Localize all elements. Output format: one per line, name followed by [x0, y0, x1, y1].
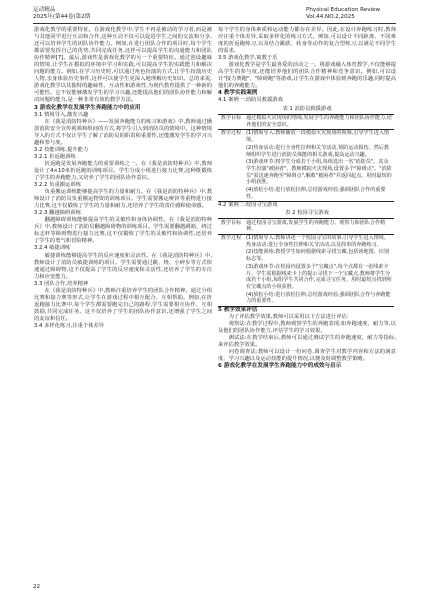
table-row [218, 234, 394, 249]
subsubsection-heading: 3.2.3 翻越障碍训练 [34, 210, 81, 217]
subsection-heading: 3.4 多样化练习,注重个体差异 [34, 322, 105, 329]
table-row-label: 教学目标 [218, 114, 244, 129]
table-row-label [218, 263, 244, 291]
header-divider [33, 23, 396, 24]
table-row-label: 教学过程 [218, 129, 244, 144]
table-row-label: 教学过程 [218, 234, 244, 249]
header-left [33, 7, 90, 21]
table-row [218, 129, 394, 144]
paragraph: 观察法:在教学过程中,教师观察学生的奔跑表现,如奔跑速度、耐力等,以及他们的团队协作能力,评估学生的学习效果。 [218, 320, 396, 334]
paragraph: 测试法:在教学结束后,教师可以通过测试学生的奔跑速度、耐力等指标,来评估教学效果。 [218, 334, 396, 348]
table-cell: 通过校园寻宝游戏,发展学生的奔跑能力、观察力和团队合作精神。 [244, 219, 394, 234]
paragraph: 负重搬运训练能够提高学生的力量和耐力。在《我是消防特种兵》中,教师设计了消防员负重搬运物资的训练项目。学生需要搬运哑铃等重物进行接力比赛,这不仅锻炼了学生的力量和耐力,还培养了学生的责任感和使命感。 [34, 189, 212, 210]
table-row-label [218, 159, 244, 187]
table-cell: (1)情境导入:教师讲述一个校园寻宝的故事,引导学生进入情境。 热身活动:进行全身性拉伸和关节活动,以及简单的奔跑练习。 [244, 234, 394, 249]
table-row-label [218, 144, 244, 158]
table-row [218, 187, 394, 202]
table-row [218, 291, 394, 306]
subsection-heading: 4.2 案例二:校园寻宝游戏 [218, 202, 278, 208]
table-cell: (3)游戏环节:将学生分成若干小组,每组选出一名"消防员"。其余学生扮演"被困者"。教师模拟火灾现场,设置多个"障碍点"。"消防员"需迅速奔跑至"障碍点",解救"被困者"并返回起点。用时最短的小组获胜。 [246, 159, 392, 186]
table-cell: (4)放松小结:进行放松拉伸,总结游戏经验,强调团队合作的重要性。 [244, 187, 394, 202]
subsubsection-heading: 3.2.2 负重搬运训练 [34, 182, 81, 189]
table-row-label: 教学目标 [218, 219, 244, 234]
table-row [218, 249, 394, 263]
section-heading: 4 教学实践案例 [218, 90, 258, 97]
table-firefighter-game [218, 114, 394, 202]
table-row [218, 114, 394, 129]
subsubsection-heading: 3.2.1 折返跑训练 [34, 153, 76, 160]
table-caption: 表 2 校园寻宝游戏 [285, 210, 329, 217]
table-cell: (2)热身活动:进行全身性拉伸和关节活动,预防运动损伤。然后教师组织学生进行消防员体能的相关游戏,提高运动兴趣。 [246, 144, 389, 158]
table-cell: (3)游戏环节:在校园内设置多个"宝藏点",每个点都有一张线索卡片。学生需根据线索卡上的提示寻找下一个宝藏点,教师将学生分成若干小组,每组学生共同合作,完成寻宝任务。用时最短且找到所有宝藏点的小组获胜。 [246, 263, 392, 290]
paragraph: 敏捷训练能够提高学生的反应速度和灵活性。在《我是消防特种兵》中,教师设计了消防员敏捷训练的项目。学生需要通过跳、绕、小碎步等方式快速通过障碍物,这不仅提高了学生的反应速度和灵活性,还培养了学生的专注力和应变能力。 [34, 252, 212, 280]
paragraph: 每个学生的身体素质和运动能力都存在差异。因此,在设计奔跑练习时,教师应注重个体差异,采取多样化的练习方式。例如,可以设计不同距离、不同难度的折返跑练习,以及结合跳跃、转身等动作的复合型练习,以满足不同学生的需求。 [218, 27, 396, 55]
subsection-heading: 3.3 团队合作,培养精神 [34, 280, 89, 287]
right-column [218, 27, 396, 370]
issue-info-en: Vol.44,NO.2,2025 [306, 14, 355, 21]
table-cell: (4)放松小结:进行放松拉伸,总结游戏经验,强调团队合作与奔跑能力的重要性。 [244, 291, 394, 306]
subsection-heading: 3.2 技能训练,提升能力 [34, 146, 89, 153]
table-cell: (2)技能训练:教授学生如何根据线索寻找宝藏,包括读地图、识别标志等。 [246, 249, 389, 263]
journal-title-cn: 运动精品 [33, 7, 56, 13]
table-row [218, 219, 394, 234]
paragraph: 为了评估教学效果,教师可以采用以下方法进行评估: [228, 313, 349, 320]
table-row [218, 263, 394, 291]
paragraph: 翻越障碍训练能够提高学生的灵敏性和身体协调性。在《我是消防特种兵》中,教师设计了消防员翻越障碍物的训练项目。学生需要翻越跳箱、绕过标志杆等障碍物进行接力比赛,这不仅锻炼了学生的灵敏性和协调性,还培养了学生的勇气和冒险精神。 [34, 217, 212, 245]
header-right [306, 7, 380, 21]
paragraph: 游戏化教学是学生最喜爱的活动之一。将游戏融入体育教学,不仅能够提高学生的参与度,还能培养他们的团队合作精神和竞争意识。例如,可以设计"接力赛跑"、"障碍跑"等游戏,让学生在游戏中体验到奔跑的乐趣,同时提高他们的奔跑能力。 [218, 62, 396, 90]
subsubsection-heading: 3.2.4 敏捷训练 [34, 245, 71, 252]
subsection-heading: 4.1 案例一:消防员救援游戏 [218, 97, 283, 104]
issue-info-cn: 2025年(第44卷)第2期 [33, 14, 91, 21]
paragraph: 折返跑是发展奔跑能力的重要训练之一。在《我是消防特种兵》中,教师设计了4×10米折返跑的训练项目。学生分成小组进行接力比赛,这种既锻炼了学生的奔跑能力,又培养了学生的团队协作意识。 [34, 160, 212, 181]
table-row [218, 144, 394, 158]
table-caption: 表 1 消防员救援游戏 [282, 105, 332, 112]
paragraph: 在《我是消防特种兵》中,教师注重培养学生的团队合作精神。通过分组比赛和接力赛等形式,让学生在游戏过程中相互配合、互相帮助。例如,在折返跑接力比赛中,每个学生都需要跑完自己的路程,学生需要相互协作、互相鼓励,共同完成任务。这不仅培养了学生的团队协作意识,还增强了学生之间的友谊和信任。 [34, 287, 212, 322]
table-row-label [218, 187, 244, 202]
table-cell: 通过模拟火灾现场的情境,发展学生的奔跑能力和团队协作能力,培养他们的安全意识。 [244, 114, 394, 129]
table-cell: (1)情境导入:教师播放一段模拟火灾现场的视频,引导学生进入情境。 [244, 129, 394, 144]
paragraph: 问卷调查法:教师可以设计一份问卷,调查学生对教学内容和方法的满意度、学习兴趣以及运动技能的提升情况,以便及时调整教学策略。 [218, 348, 396, 362]
section-heading: 3 游戏化教学在发展学生奔跑能力中的应用 [34, 104, 141, 111]
left-column [34, 27, 212, 330]
page-number: 22 [33, 584, 41, 590]
table-row-label [218, 291, 244, 306]
paragraph: 在《我是消防特种兵》——发展奔跑能力的练习和游戏》中,教师通过播放消防安全宣传视频和组间的方式,将学生引入到消防员的情境中。这种情境导入的方式不仅让学生了解了消防员的职责和重要性,还能激发学生的学习兴趣和参与度。 [34, 118, 212, 146]
subsection-heading: 3.5 游戏化教学,寓教于乐 [218, 55, 278, 62]
section-heading: 6 游戏化教学在发展学生奔跑能力中的成效与启示 [218, 362, 342, 369]
section-heading: 5 教学效果评估 [218, 306, 258, 313]
paragraph: 游戏化教学的重要特征。在游戏化教学中,学生不再是被动的学习者,而是被与其他同学进行互动和合作,这种互动不仅可以促进学生之间的交流和分享,还可以培养学生的团队协作能力。例如,在进行团队合作的项目时,每个学生都需要发挥自己的优势,共同完成任务,这样可以提高学生的沟通能力和团队协作精神[7]。最后,游戏性是游戏化教学的另一个重要特征。通过创设趣味的情境,让学生在模拟的环境中学习和实践,可以提高学生的实践能力和解决问题的能力。例如,在学习历史时,可以通过角色扮演的方式,让学生扮演历史人物,亲身体验历史事件,这样可以使学生更深入地理解历史知识。总的来说,游戏化教学以其独特的趣味性、互动性和游戏性,为现代教育提供了一种新的可能性。它不仅能够激发学生的学习兴趣,还能提高他们的团队协作能力和解决问题的能力,是一种非常有效的教学方法。 [34, 27, 212, 104]
table-row [218, 159, 394, 187]
journal-title-en: Physical Education Review [306, 7, 381, 13]
subsection-heading: 3.1 情境导入,激发兴趣 [34, 111, 89, 118]
table-row-label [218, 249, 244, 263]
table-treasure-hunt [218, 218, 394, 306]
